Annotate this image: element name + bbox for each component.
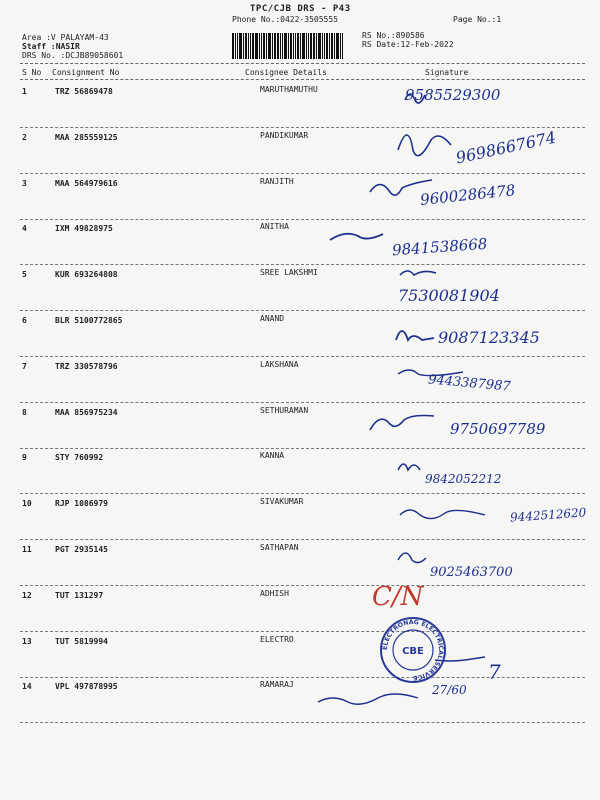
row-consignee: KANNA: [260, 451, 285, 461]
row-consignment: KUR 693264808: [55, 270, 118, 280]
scribble-3: [370, 180, 432, 195]
row-consignment: TUT 131297: [55, 590, 104, 600]
signature-3: 9600286478: [419, 181, 517, 209]
row-sno: 13: [22, 636, 32, 646]
row-sno: 7: [22, 361, 27, 371]
row-sno: 11: [22, 545, 32, 554]
row-consignee: ANITHA: [260, 222, 289, 232]
stamp-ring-text: ELECTRONAG ELECTRICAL SERVICE: [381, 618, 445, 682]
row-consignee: RANJITH: [260, 176, 294, 186]
scribble-11: [398, 553, 426, 563]
row-consignment: TRZ 330578796: [55, 361, 118, 371]
signature-9: 9842052212: [425, 472, 502, 486]
row-consignee: ANAND: [260, 314, 285, 323]
row-consignee: SATHAPAN: [260, 543, 299, 552]
scribble-2: [398, 135, 451, 156]
row-sno: 10: [22, 499, 32, 509]
row-consignment: STY 760992: [55, 453, 104, 463]
page-number: Page No.:1: [453, 15, 502, 24]
signature-12: C/N: [372, 582, 424, 612]
row-sno: 8: [22, 407, 27, 417]
stamp-center-text: CBE: [402, 646, 424, 657]
signature-2: 9698667674: [454, 127, 558, 168]
row-consignment: PGT 2935145: [55, 545, 108, 554]
signature-11: 9025463700: [430, 565, 513, 580]
row-consignment: BLR 5100772865: [55, 316, 123, 325]
signature-6: 9087123345: [438, 328, 540, 347]
row-consignment: MAA 564979616: [55, 178, 118, 188]
row-sno: 2: [22, 132, 27, 142]
row-sno: 4: [22, 224, 27, 234]
row-sno: 3: [22, 178, 27, 188]
row-sno: 12: [22, 590, 32, 600]
drs-number: DRS No. :DCJB89058601: [22, 51, 124, 60]
row-consignment: RJP 1086979: [55, 499, 108, 509]
scribble-9: [398, 464, 420, 470]
signature-14: 27/60: [432, 683, 467, 697]
row-sno: 1: [22, 87, 27, 96]
row-consignee: ELECTRO: [260, 634, 294, 644]
row-consignee: MARUTHAMUTHU: [260, 85, 318, 94]
col-consignee: Consignee Details: [245, 68, 327, 77]
row-consignee: LAKSHANA: [260, 359, 299, 369]
scribble-10: [400, 510, 485, 519]
col-signature: Signature: [425, 68, 469, 77]
scribble-8: [370, 416, 434, 431]
rs-date: RS Date:12-Feb-2022: [362, 40, 454, 49]
signature-8: 9750697789: [450, 420, 546, 438]
company-stamp: [378, 615, 448, 685]
signature-4: 9841538668: [391, 234, 488, 260]
staff-label: Staff :NASIR: [22, 42, 80, 51]
row-consignment: MAA 856975234: [55, 407, 118, 417]
signature-5: 7530081904: [398, 286, 500, 305]
scribble-6: [396, 331, 434, 340]
rs-number: RS No.:890586: [362, 31, 425, 40]
row-consignee: SIVAKUMAR: [260, 497, 304, 507]
row-consignee: ADHISH: [260, 588, 289, 598]
row-consignee: PANDIKUMAR: [260, 130, 309, 140]
scribble-1: [405, 94, 425, 103]
area-label: Area :V PALAYAM-43: [22, 33, 109, 42]
row-sno: 5: [22, 270, 27, 280]
scribble-5: [400, 271, 436, 275]
row-sno: 14: [22, 682, 32, 692]
scribble-7: [398, 370, 463, 376]
row-sno: 6: [22, 316, 27, 325]
row-sno: 9: [22, 453, 27, 463]
phone-number: Phone No.:0422-3505555: [232, 15, 338, 24]
row-consignment: IXM 49828975: [55, 224, 113, 234]
row-consignment: VPL 497878995: [55, 682, 118, 692]
row-consignee: RAMARAJ: [260, 680, 294, 690]
signature-7: 9443387987: [427, 372, 512, 395]
row-consignee: SETHURAMAN: [260, 405, 309, 415]
row-consignment: TUT 5819994: [55, 636, 108, 646]
scribble-14: [318, 694, 418, 704]
row-consignee: SREE LAKSHMI: [260, 268, 318, 278]
col-sno: S No: [22, 68, 42, 77]
scribble-4: [330, 234, 383, 240]
sheet-title: TPC/CJB DRS - P43: [250, 4, 351, 14]
row-consignment: MAA 285559125: [55, 132, 118, 142]
row-consignment: TRZ 56869478: [55, 87, 113, 96]
signature-1: 9585529300: [405, 86, 501, 104]
signature-13: 7: [488, 660, 501, 684]
col-consignment: Consignment No: [52, 68, 120, 77]
signature-10: 9442512620: [509, 505, 587, 525]
